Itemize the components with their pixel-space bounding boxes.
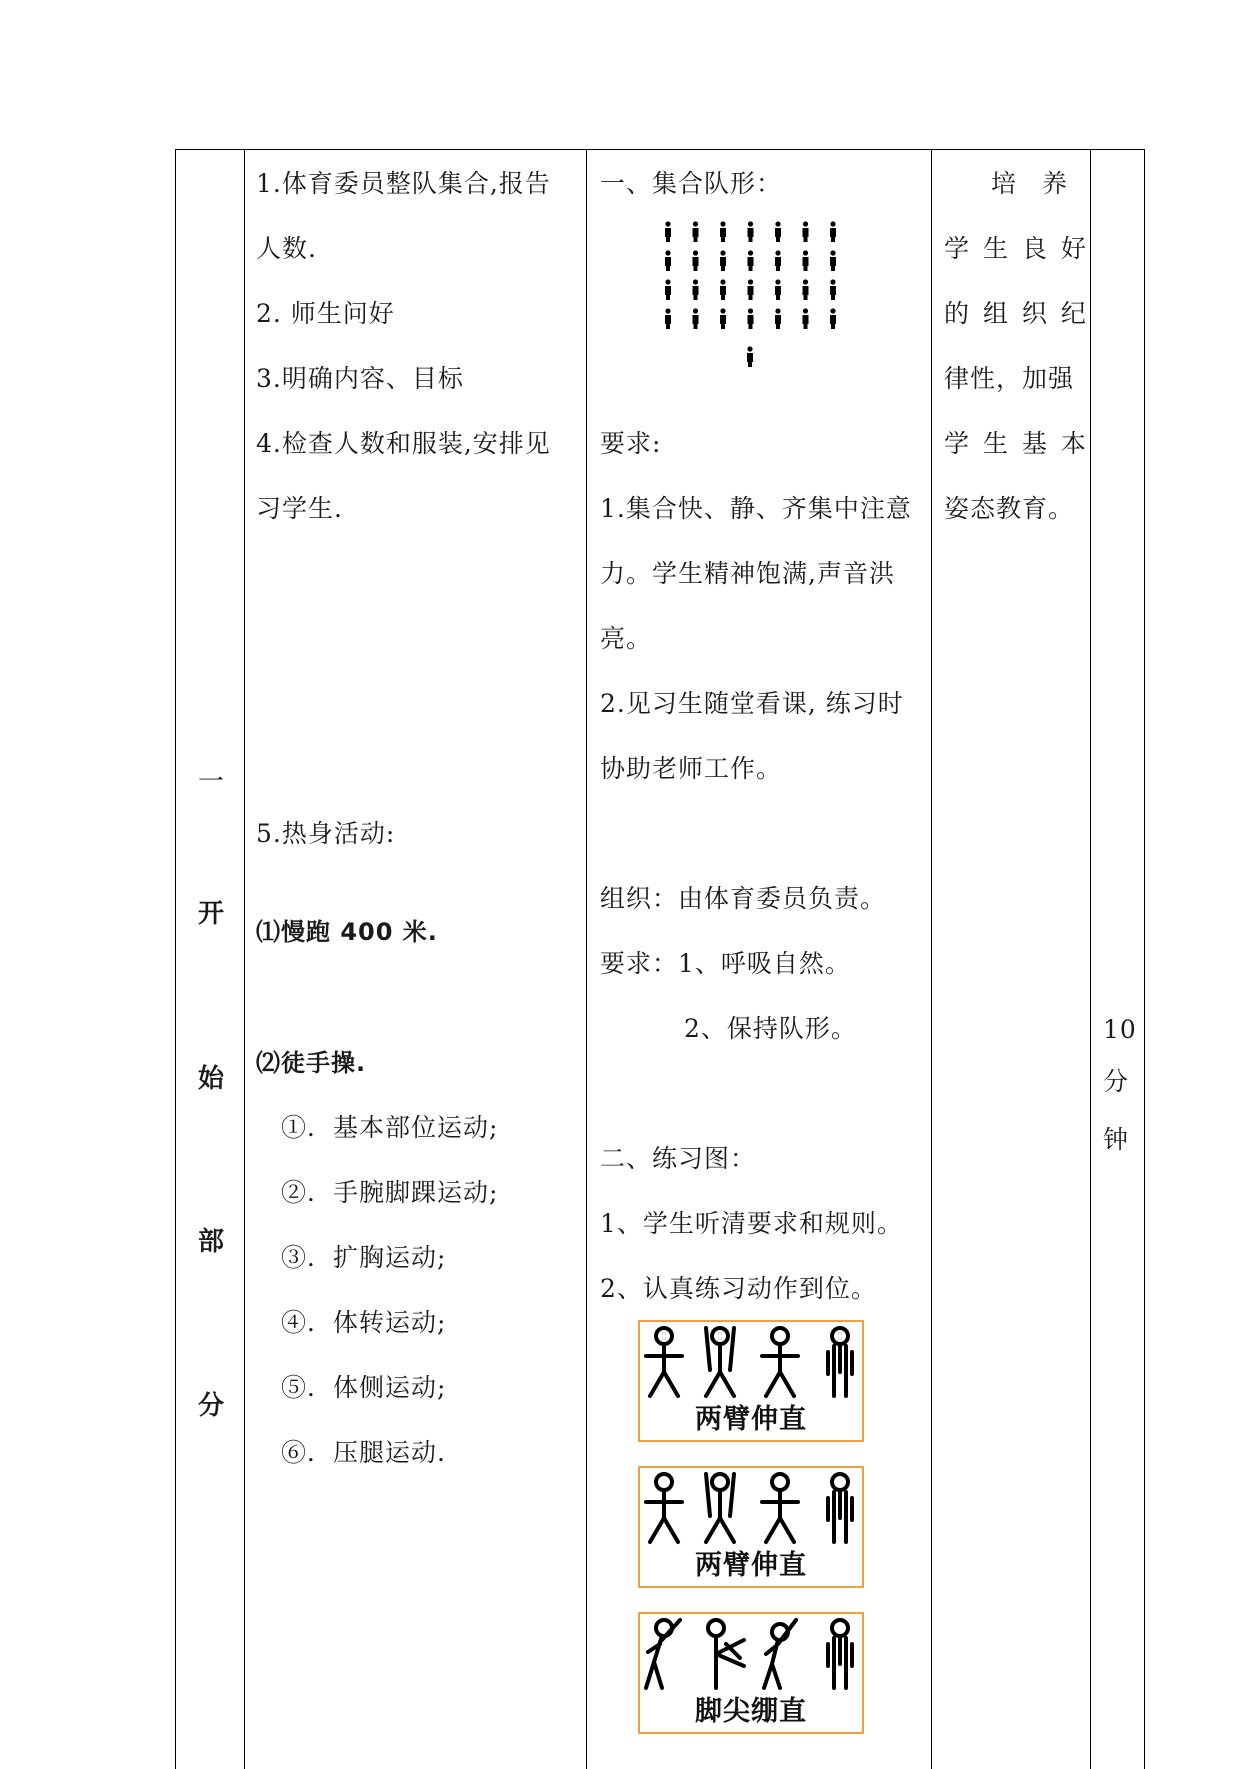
column-divider [244,150,245,1769]
content-line: 4.检查人数和服装,安排见 [256,429,551,458]
purpose-line: 姿态教育。 [944,494,1075,523]
content-line: 1.体育委员整队集合,报告 [256,169,551,198]
content-line: 人数. [256,234,317,263]
exercise-item: ⑤．体侧运动; [281,1373,447,1402]
purpose-line: 培 养 [991,169,1076,198]
section-title-char: 始 [198,1064,225,1094]
person-icon [803,221,809,242]
column-divider [1090,150,1091,1769]
content-line: 2. 师生问好 [256,299,395,328]
req2-line: 要求：1、呼吸自然。 [600,949,851,978]
person-icon [803,308,809,329]
exercise-item: ①．基本部位运动; [281,1113,499,1142]
person-icon [803,250,809,271]
time-unit: 钟 [1103,1125,1130,1154]
time-value: 10 [1103,1015,1137,1044]
column-divider [931,150,932,1769]
person-icon [720,308,726,329]
exercise-item: ⑥．压腿运动. [281,1438,446,1467]
person-icon [775,279,781,300]
purpose-line: 的 组 织 纪 [944,299,1089,328]
purpose-line: 学 生 良 好 [944,234,1089,263]
person-icon [830,221,836,242]
person-icon [693,308,699,329]
person-icon [665,250,671,271]
person-icon [775,221,781,242]
exercise-item: ②．手腕脚踝运动; [281,1178,499,1207]
person-icon [775,308,781,329]
person-icon [665,308,671,329]
person-icon [720,221,726,242]
content-line: 3.明确内容、目标 [256,364,464,393]
person-icon [748,308,754,329]
person-icon [803,279,809,300]
stick-figures-icon [640,1468,862,1548]
exercise-item: ③．扩胸运动; [281,1243,447,1272]
person-icon [748,221,754,242]
person-icon [830,279,836,300]
figure-caption: 两臂伸直 [695,1404,807,1435]
purpose-line: 学 生 基 本 [944,429,1089,458]
figure-caption: 两臂伸直 [695,1550,807,1581]
purpose-line: 律性，加强 [944,364,1075,393]
org-line: 组织：由体育委员负责。 [600,884,887,913]
formation-diagram [662,220,852,370]
person-icon [748,250,754,271]
req-line: 力。学生精神饱满,声音洪 [600,559,895,588]
exercise-figure [638,1320,864,1442]
person-icon [665,221,671,242]
req-line: 协助老师工作。 [600,754,783,783]
person-icon [720,279,726,300]
person-icon [665,279,671,300]
section-title-char: 分 [198,1391,225,1421]
exercise-figure [638,1466,864,1588]
note-line: 2、认真练习动作到位。 [600,1274,877,1303]
lesson-plan-table [175,149,1145,1769]
stick-figures-icon [640,1322,862,1402]
exercise-figure [638,1612,864,1734]
req-line: 2.见习生随堂看课, 练习时 [600,689,904,718]
req-label: 要求: [600,429,662,458]
exercise-item: ④．体转运动; [281,1308,447,1337]
content-line: ⑵徒手操. [256,1049,367,1077]
content-line: ⑴慢跑 400 米. [256,918,438,946]
org-heading: 二、练习图： [600,1144,757,1173]
person-icon [830,308,836,329]
req-line: 亮。 [600,624,653,653]
person-icon [747,346,753,367]
section-title-char: 开 [198,899,225,929]
person-icon [693,279,699,300]
person-icon [693,250,699,271]
content-line: 5.热身活动: [256,819,396,848]
note-line: 1、学生听清要求和规则。 [600,1209,903,1238]
stick-figures-icon [640,1614,862,1694]
section-title-char: 一 [198,767,225,797]
time-unit: 分 [1103,1067,1130,1096]
person-icon [693,221,699,242]
req2-line: 2、保持队形。 [684,1014,857,1043]
req-line: 1.集合快、静、齐集中注意 [600,494,912,523]
org-heading: 一、集合队形： [600,169,783,198]
section-title-char: 部 [198,1227,225,1257]
figure-caption: 脚尖绷直 [695,1696,807,1727]
content-line: 习学生. [256,494,343,523]
person-icon [775,250,781,271]
person-icon [830,250,836,271]
person-icon [720,250,726,271]
column-divider [586,150,587,1769]
person-icon [748,279,754,300]
